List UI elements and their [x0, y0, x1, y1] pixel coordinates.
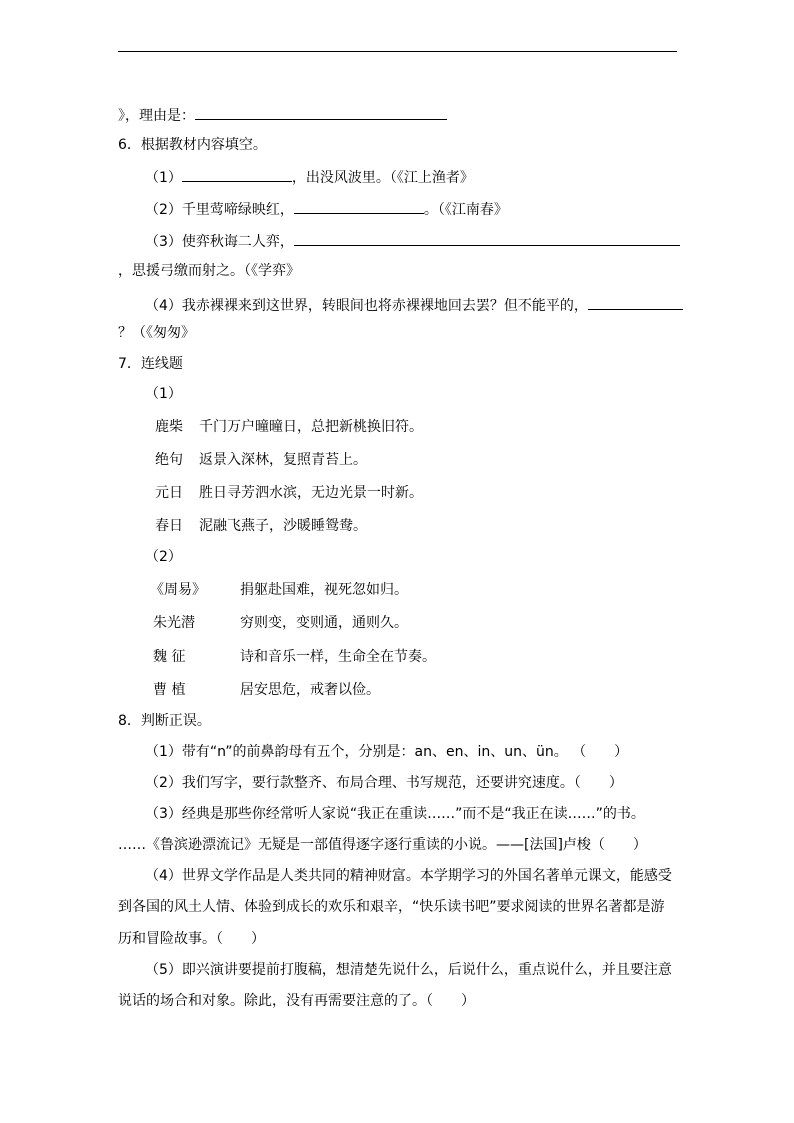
q7-g2-left[interactable]: 朱光潜 [153, 615, 195, 631]
q7-g2-right[interactable]: 居安思危，戒奢以俭。 [240, 682, 380, 698]
q6-item-4: （4）我赤裸裸来到这世界，转眼间也将赤裸裸地回去罢？但不能平的， [145, 293, 683, 313]
q7-g1-left[interactable]: 鹿柴 [155, 419, 183, 435]
q8-item-4-cont: 到各国的风土人情、体验到成长的欢乐和艰辛，“快乐读书吧”要求阅读的世界名著都是游 [118, 899, 665, 915]
q7-g2-right[interactable]: 诗和音乐一样，生命全在节奏。 [240, 649, 436, 665]
q8-item-1: （1）带有“n”的前鼻韵母有五个，分别是：an、en、in、un、ün。 （ ） [145, 744, 629, 760]
q6-item-1-blank[interactable] [182, 165, 292, 182]
q7-g2-left[interactable]: 魏 征 [153, 649, 186, 665]
q6-item-1: （1） ，出没风波里。（《江上渔者》 [145, 165, 474, 185]
q8-item-5-cont: 说话的场合和对象。除此，没有再需要注意的了。（ ） [118, 993, 475, 1009]
q7-g1-row [155, 483, 423, 503]
q7-g2-left[interactable]: 《周易》 [150, 582, 206, 598]
q8-item-3: （3）经典是那些你经常听人家说“我正在重读……”而不是“我正在读……”的书。 [145, 806, 645, 822]
q8-item-4-cont: 历和冒险故事。（ ） [118, 931, 265, 947]
q7-g1-right[interactable]: 返景入深林，复照青苔上。 [199, 452, 367, 468]
q7-g1-right[interactable]: 千门万户曈曈日，总把新桃换旧符。 [199, 419, 423, 435]
q8-item-4: （4）世界文学作品是人类共同的精神财富。本学期学习的外国名著单元课文，能感受 [145, 868, 672, 884]
q7-group-1-num: （1） [145, 386, 182, 402]
q7-g2-right[interactable]: 穷则变，变则通，通则久。 [240, 615, 408, 631]
q7-group-2-num: （2） [145, 549, 182, 565]
q8-item-3-cont: ……《鲁滨逊漂流记》无疑是一部值得逐字逐行重读的小说。——[法国]卢梭（ ） [118, 837, 647, 853]
q6-item-4-blank[interactable] [588, 293, 683, 310]
q7-title: 7．连线题 [118, 356, 183, 372]
q6-item-3: （3）使弈秋诲二人弈， [145, 229, 680, 249]
q6-item-3-blank[interactable] [294, 229, 680, 246]
q6-title: 6．根据教材内容填空。 [118, 137, 267, 153]
q6-item-2: （2）千里莺啼绿映红， 。（《江南春》 [145, 197, 508, 217]
q7-g1-right[interactable]: 泥融飞燕子，沙暖睡鸳鸯。 [199, 518, 367, 534]
q5-reason-label: 》，理由是： [118, 108, 195, 124]
q7-g1-row [155, 516, 367, 536]
q7-g1-row [155, 450, 367, 470]
q7-g1-left[interactable]: 绝句 [155, 452, 183, 468]
q7-g1-left[interactable]: 元日 [155, 485, 183, 501]
q6-item-3-cont: ，思援弓缴而射之。（《学弈》 [118, 263, 300, 279]
q5-reason-blank[interactable] [195, 103, 447, 120]
q8-title: 8．判断正误。 [118, 713, 211, 729]
q6-item-2-blank[interactable] [294, 197, 424, 214]
q8-item-2: （2）我们写字，要行款整齐、布局合理、书写规范，还要讲究速度。（ ） [145, 775, 623, 791]
q5-reason-line [118, 103, 447, 123]
q7-g2-left[interactable]: 曹 植 [153, 682, 186, 698]
q7-g1-left[interactable]: 春日 [155, 518, 183, 534]
q7-g1-right[interactable]: 胜日寻芳泗水滨，无边光景一时新。 [199, 485, 423, 501]
q7-g2-row [153, 680, 380, 700]
header-rule [118, 51, 677, 52]
q7-g2-right[interactable]: 捐躯赴国难，视死忽如归。 [240, 582, 408, 598]
q6-item-4-cont: ？（《匆匆》 [118, 325, 195, 341]
q7-g2-row [150, 580, 408, 600]
q7-g2-row [153, 647, 436, 667]
q7-g1-row [155, 417, 423, 437]
q7-g2-row [153, 613, 408, 633]
q8-item-5: （5）即兴演讲要提前打腹稿，想清楚先说什么，后说什么，重点说什么，并且要注意 [145, 962, 672, 978]
